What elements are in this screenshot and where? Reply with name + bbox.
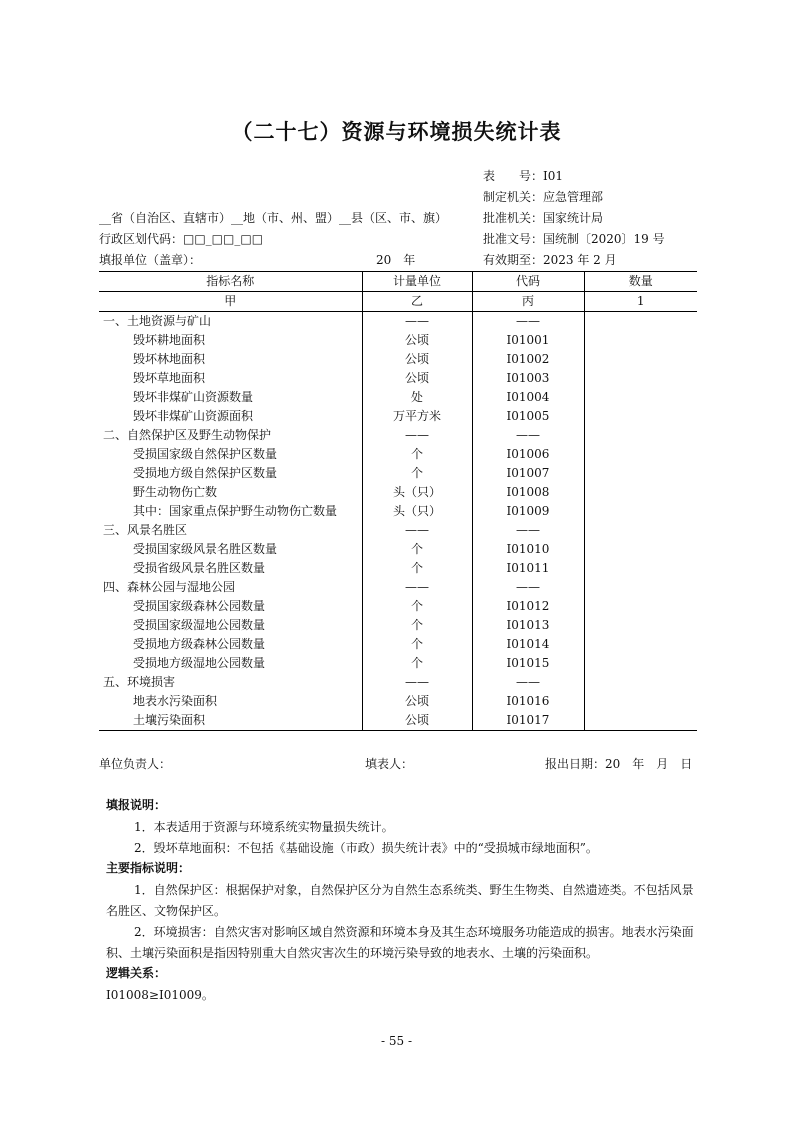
column-header: 代码 [472, 272, 584, 292]
loss-statistics-table [99, 271, 697, 731]
quantity-cell[interactable] [584, 407, 697, 426]
approval-number: 批准文号：国统制〔2020〕19 号 [483, 232, 665, 246]
code-cell: I01008 [472, 483, 584, 502]
unit-cell: 公顷 [362, 692, 472, 711]
quantity-cell[interactable] [584, 388, 697, 407]
indicator-name: 一、土地资源与矿山 [99, 312, 362, 332]
quantity-cell[interactable] [584, 483, 697, 502]
code-cell: I01010 [472, 540, 584, 559]
code-cell: —— [472, 426, 584, 445]
valid-until: 有效期至：2023 年 2 月 [483, 253, 617, 267]
indicator-note: 1．自然保护区：根据保护对象，自然保护区分为自然生态系统类、野生生物类、自然遗迹类。不包括风景 [134, 883, 694, 897]
quantity-cell[interactable] [584, 578, 697, 597]
indicator-note: 2．环境损害：自然灾害对影响区域自然资源和环境本身及其生态环境服务功能造成的损害。地表水污染面 [134, 925, 694, 939]
indicator-name: 四、森林公园与湿地公园 [99, 578, 362, 597]
quantity-cell[interactable] [584, 464, 697, 483]
indicator-name: 地表水污染面积 [99, 692, 362, 711]
code-cell: I01015 [472, 654, 584, 673]
column-letter: 甲 [99, 292, 362, 312]
code-cell: —— [472, 521, 584, 540]
table-row [99, 597, 697, 616]
table-row [99, 635, 697, 654]
table-row [99, 464, 697, 483]
quantity-cell[interactable] [584, 331, 697, 350]
filler-unit: 填报单位（盖章）： [99, 253, 202, 267]
unit-cell: —— [362, 673, 472, 692]
report-year: 20 年 [376, 253, 416, 267]
logic-rule: I01008≥I01009。 [106, 988, 214, 1002]
code-cell: I01017 [472, 711, 584, 731]
table-row [99, 711, 697, 731]
form-number: 表 号：I01 [483, 169, 564, 183]
indicator-name: 毁坏林地面积 [99, 350, 362, 369]
category-row [99, 312, 697, 332]
unit-cell: 处 [362, 388, 472, 407]
code-cell: I01009 [472, 502, 584, 521]
quantity-cell[interactable] [584, 597, 697, 616]
unit-cell: 个 [362, 540, 472, 559]
table-row [99, 388, 697, 407]
code-cell: I01016 [472, 692, 584, 711]
column-header: 指标名称 [99, 272, 362, 292]
page-title: （二十七）资源与环境损失统计表 [231, 120, 562, 144]
code-cell: I01012 [472, 597, 584, 616]
form-filler: 填表人： [365, 757, 414, 771]
indicator-name: 三、风景名胜区 [99, 521, 362, 540]
report-date: 报出日期：20 年 月 日 [545, 757, 693, 771]
table-row [99, 407, 697, 426]
indicator-name: 毁坏草地面积 [99, 369, 362, 388]
indicator-name: 受损国家级森林公园数量 [99, 597, 362, 616]
indicator-name: 毁坏耕地面积 [99, 331, 362, 350]
column-letter: 乙 [362, 292, 472, 312]
fill-instructions-title: 填报说明： [106, 798, 167, 812]
indicator-name: 毁坏非煤矿山资源面积 [99, 407, 362, 426]
unit-cell: 个 [362, 654, 472, 673]
table-row [99, 540, 697, 559]
column-header: 计量单位 [362, 272, 472, 292]
unit-cell: 个 [362, 464, 472, 483]
division-code: 行政区划代码：□□_□□_□□ [99, 232, 264, 246]
indicator-name: 受损地方级森林公园数量 [99, 635, 362, 654]
unit-cell: 头（只） [362, 483, 472, 502]
region-line: __省（自治区、直辖市）__地（市、州、盟）__县（区、市、旗） [99, 211, 448, 225]
quantity-cell[interactable] [584, 635, 697, 654]
table-row [99, 692, 697, 711]
code-cell: —— [472, 578, 584, 597]
unit-cell: 公顷 [362, 711, 472, 731]
indicator-name: 土壤污染面积 [99, 711, 362, 731]
code-cell: I01007 [472, 464, 584, 483]
indicator-name: 毁坏非煤矿山资源数量 [99, 388, 362, 407]
indicator-note: 名胜区、文物保护区。 [106, 904, 227, 918]
unit-cell: —— [362, 312, 472, 332]
code-cell: I01001 [472, 331, 584, 350]
issuing-authority: 制定机关：应急管理部 [483, 190, 604, 204]
code-cell: —— [472, 673, 584, 692]
quantity-cell[interactable] [584, 540, 697, 559]
unit-cell: —— [362, 521, 472, 540]
table-row [99, 654, 697, 673]
unit-cell: —— [362, 578, 472, 597]
quantity-cell[interactable] [584, 654, 697, 673]
indicator-name: 二、自然保护区及野生动物保护 [99, 426, 362, 445]
main-indicators-title: 主要指标说明： [106, 861, 191, 875]
quantity-cell[interactable] [584, 426, 697, 445]
unit-cell: —— [362, 426, 472, 445]
code-cell: I01003 [472, 369, 584, 388]
unit-cell: 头（只） [362, 502, 472, 521]
code-cell: I01013 [472, 616, 584, 635]
code-cell: I01014 [472, 635, 584, 654]
indicator-name: 受损地方级自然保护区数量 [99, 464, 362, 483]
unit-cell: 个 [362, 559, 472, 578]
code-cell: —— [472, 312, 584, 332]
quantity-cell[interactable] [584, 502, 697, 521]
table-row [99, 616, 697, 635]
table-row [99, 445, 697, 464]
table-header-row [99, 272, 697, 292]
quantity-cell[interactable] [584, 350, 697, 369]
code-cell: I01002 [472, 350, 584, 369]
quantity-cell[interactable] [584, 692, 697, 711]
unit-cell: 公顷 [362, 331, 472, 350]
unit-cell: 公顷 [362, 369, 472, 388]
table-row [99, 502, 697, 521]
fill-instruction: 2．毁坏草地面积：不包括《基础设施（市政）损失统计表》中的“受损城市绿地面积”。 [134, 841, 598, 855]
column-header: 数量 [584, 272, 697, 292]
unit-cell: 公顷 [362, 350, 472, 369]
quantity-cell[interactable] [584, 559, 697, 578]
table-row [99, 483, 697, 502]
table-row [99, 331, 697, 350]
quantity-cell[interactable] [584, 711, 697, 731]
unit-cell: 个 [362, 616, 472, 635]
code-cell: I01005 [472, 407, 584, 426]
unit-cell: 个 [362, 635, 472, 654]
column-letter-row [99, 292, 697, 312]
code-cell: I01006 [472, 445, 584, 464]
quantity-cell[interactable] [584, 312, 697, 332]
code-cell: I01011 [472, 559, 584, 578]
page-number: - 55 - [380, 1034, 412, 1048]
column-letter: 1 [584, 292, 697, 312]
unit-cell: 个 [362, 445, 472, 464]
category-row [99, 521, 697, 540]
indicator-name: 受损省级风景名胜区数量 [99, 559, 362, 578]
category-row [99, 578, 697, 597]
fill-instruction: 1．本表适用于资源与环境系统实物量损失统计。 [134, 820, 394, 834]
unit-cell: 个 [362, 597, 472, 616]
indicator-name: 受损国家级湿地公园数量 [99, 616, 362, 635]
table-row [99, 559, 697, 578]
indicator-name: 受损地方级湿地公园数量 [99, 654, 362, 673]
approving-authority: 批准机关：国家统计局 [483, 211, 604, 225]
category-row [99, 673, 697, 692]
indicator-name: 野生动物伤亡数 [99, 483, 362, 502]
table-row [99, 350, 697, 369]
table-row [99, 369, 697, 388]
quantity-cell[interactable] [584, 369, 697, 388]
indicator-name: 受损国家级自然保护区数量 [99, 445, 362, 464]
indicator-note: 积、土壤污染面积是指因特别重大自然灾害次生的环境污染导致的地表水、土壤的污染面积。 [106, 946, 599, 960]
responsible-person: 单位负责人： [99, 757, 172, 771]
code-cell: I01004 [472, 388, 584, 407]
column-letter: 丙 [472, 292, 584, 312]
indicator-name: 受损国家级风景名胜区数量 [99, 540, 362, 559]
unit-cell: 万平方米 [362, 407, 472, 426]
quantity-cell[interactable] [584, 521, 697, 540]
indicator-name: 其中：国家重点保护野生动物伤亡数量 [99, 502, 362, 521]
quantity-cell[interactable] [584, 616, 697, 635]
quantity-cell[interactable] [584, 445, 697, 464]
quantity-cell[interactable] [584, 673, 697, 692]
indicator-name: 五、环境损害 [99, 673, 362, 692]
logic-title: 逻辑关系： [106, 966, 167, 980]
category-row [99, 426, 697, 445]
